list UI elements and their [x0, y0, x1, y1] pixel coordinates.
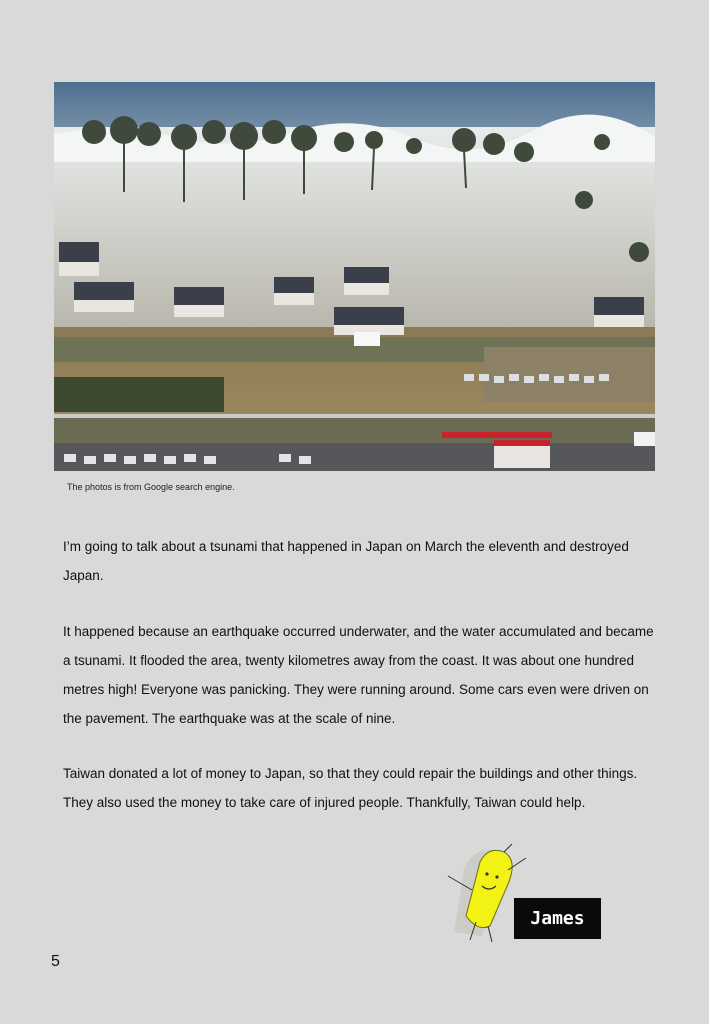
paragraph-cause: It happened because an earthquake occurred underwater, and the water accumulated and became a tsunami. It flooded the area, twenty kilometres away from the coast. It was about one hundred metres high! Everyone was panicking. They were running around. Some cars even were driven on the pavement. The earthquake was at the scale of nine. [63, 624, 654, 726]
photo-caption: The photos is from Google search engine. [67, 482, 235, 492]
paragraph-aid: Taiwan donated a lot of money to Japan, so that they could repair the buildings and other things. They also used the money to take care of injured people. Thankfully, Taiwan could help. [63, 766, 638, 810]
page-number: 5 [51, 953, 60, 970]
paragraph-intro: I’m going to talk about a tsunami that happened in Japan on March the eleventh and destroyed Japan. [63, 539, 629, 583]
tsunami-photo [54, 82, 655, 471]
author-signature: James [514, 898, 601, 939]
